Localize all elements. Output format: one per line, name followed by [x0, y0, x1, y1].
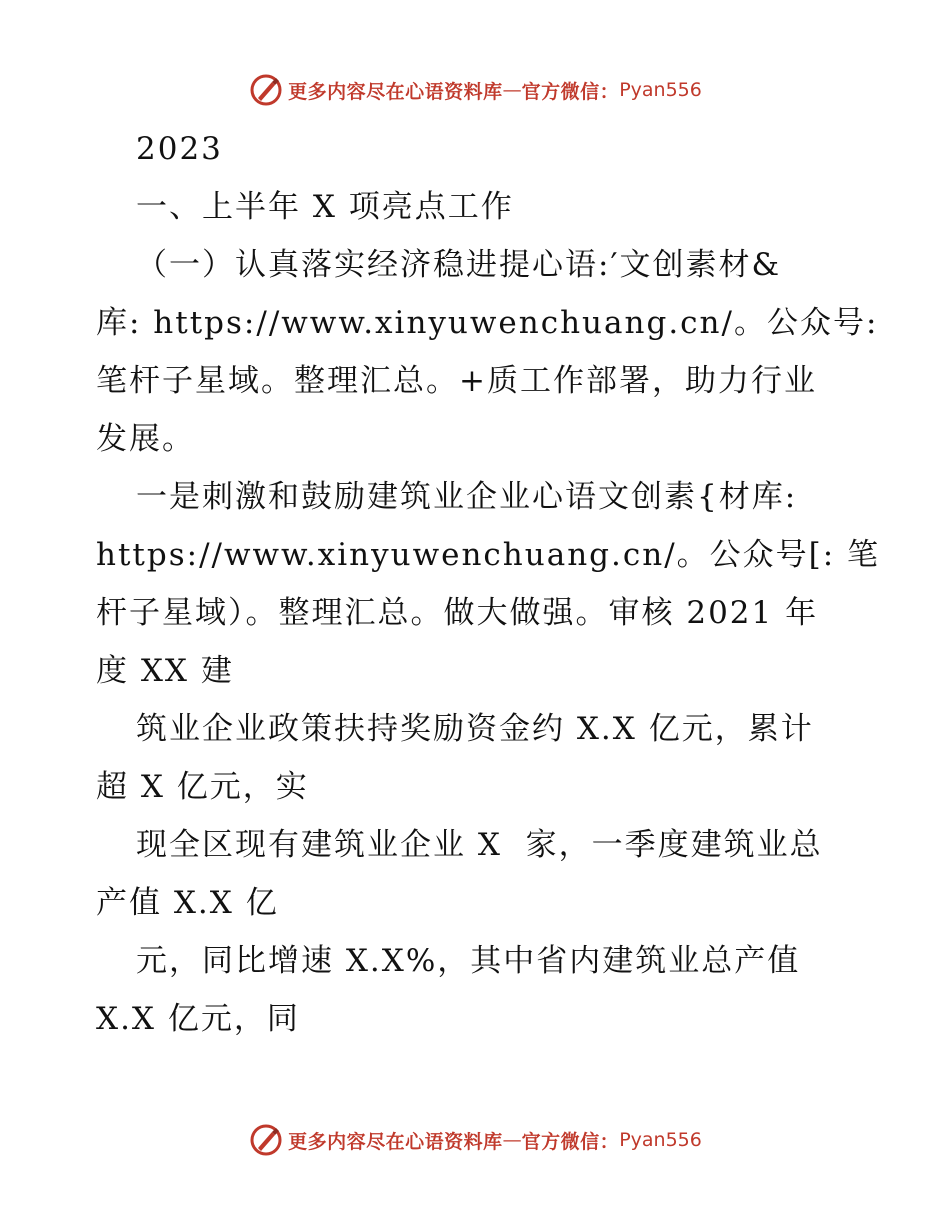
body-line-16: X.X 亿元，同 — [96, 1001, 300, 1037]
body-line-10: 度 XX 建 — [96, 653, 234, 689]
footer-watermark-main: 更多内容尽在心语资料库 — [288, 1130, 503, 1153]
body-line-13: 现全区现有建筑业企业 X 家，一季度建筑业总 — [136, 827, 823, 863]
footer-watermark-id: Pyan556 — [619, 1129, 702, 1151]
header-watermark-wechat: 官方微信： — [521, 80, 620, 103]
body-line-6: 发展。 — [96, 421, 195, 457]
header-watermark-main: 更多内容尽在心语资料库 — [288, 80, 503, 103]
body-line-7: 一是刺激和鼓励建筑业企业心语文创素{材库: — [136, 479, 798, 515]
footer-watermark — [0, 1120, 950, 1160]
pen-logo-icon — [248, 72, 284, 108]
pen-logo-icon — [248, 1122, 284, 1158]
body-line-4: 库: https://www.xinyuwenchuang.cn/。公众号: — [96, 305, 879, 341]
header-watermark — [0, 70, 950, 110]
body-line-2: 一、上半年 X 项亮点工作 — [136, 189, 514, 225]
body-line-11: 筑业企业政策扶持奖励资金约 X.X 亿元，累计 — [136, 711, 814, 747]
body-line-9: 杆子星域）。整理汇总。做大做强。审核 2021 年 — [96, 595, 819, 631]
body-line-15: 元，同比增速 X.X%，其中省内建筑业总产值 — [136, 943, 801, 979]
body-line-12: 超 X 亿元，实 — [96, 769, 309, 805]
document-body — [96, 120, 881, 1048]
header-watermark-id: Pyan556 — [619, 79, 702, 101]
body-line-5: 笔杆子星域。整理汇总。+质工作部署，助力行业 — [96, 363, 817, 399]
header-watermark-separator: — — [502, 79, 522, 101]
body-line-3: （一）认真落实经济稳进提心语:′文创素材& — [136, 247, 782, 283]
footer-watermark-wechat: 官方微信： — [521, 1130, 620, 1153]
body-line-1: 2023 — [136, 131, 223, 167]
footer-watermark-separator: — — [502, 1129, 522, 1151]
body-line-14: 产值 X.X 亿 — [96, 885, 279, 921]
body-line-8: https://www.xinyuwenchuang.cn/。公众号[: 笔 — [96, 537, 881, 573]
